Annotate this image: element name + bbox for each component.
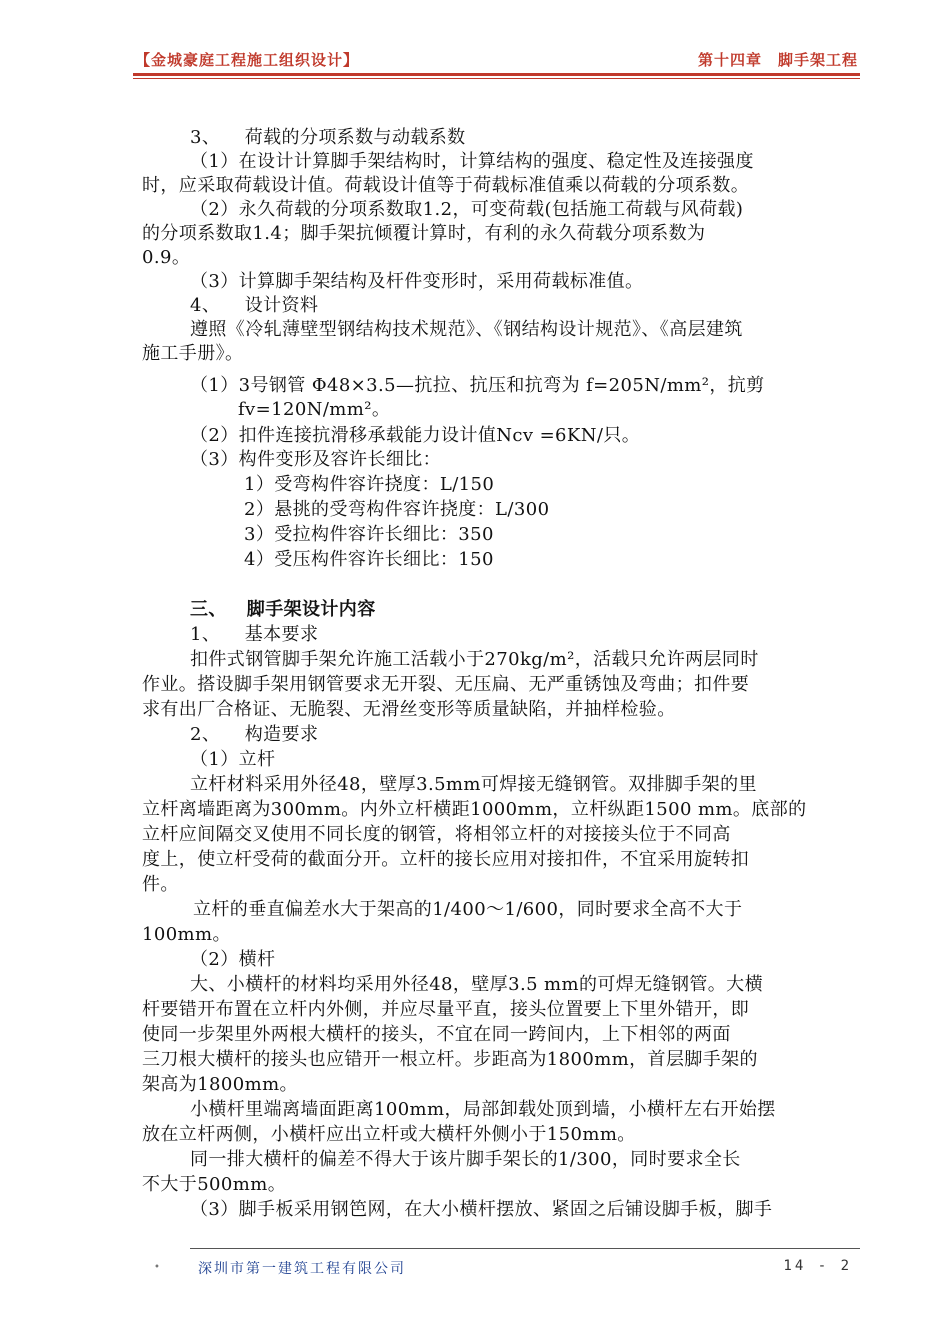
paragraph-line: （1）在设计计算脚手架结构时，计算结构的强度、稳定性及连接强度 [190, 151, 754, 172]
paragraph-line: 立杆离墙距离为300mm。内外立杆横距1000mm，立杆纵距1500 mm。底部的 [142, 799, 807, 820]
paragraph-line: 100mm。 [142, 924, 231, 945]
section-heading: 2、 构造要求 [190, 724, 319, 745]
paragraph-line: 同一排大横杆的偏差不得大于该片脚手架长的1/300，同时要求全长 [190, 1149, 741, 1170]
paragraph-line: （3）脚手板采用钢笆网，在大小横杆摆放、紧固之后铺设脚手板，脚手 [190, 1199, 773, 1220]
paragraph-line: 施工手册》。 [142, 343, 244, 364]
paragraph-line: 件。 [142, 874, 179, 895]
paragraph-line: （2）扣件连接抗滑移承载能力设计值Ncv =6KN/只。 [190, 425, 641, 446]
subsection-heading: （1）立杆 [190, 749, 276, 770]
paragraph-line: 小横杆里端离墙面距离100mm，局部卸载处顶到墙，小横杆左右开始摆 [190, 1099, 776, 1120]
header-title: 【金城豪庭工程施工组织设计】 [135, 51, 360, 69]
list-item: 2）悬挑的受弯构件容许挠度：L/300 [244, 499, 550, 520]
subsection-heading: （2）横杆 [190, 949, 276, 970]
paragraph-line: 立杆材料采用外径48，壁厚3.5mm可焊接无缝钢管。双排脚手架的里 [190, 774, 757, 795]
paragraph-line: fv=120N/mm²。 [238, 399, 391, 420]
paragraph-line: 大、小横杆的材料均采用外径48，壁厚3.5 mm的可焊无缝钢管。大横 [190, 974, 763, 995]
paragraph-line: 作业。搭设脚手架用钢管要求无开裂、无压扁、无严重锈蚀及弯曲；扣件要 [142, 674, 750, 695]
page-number: 14 - 2 [783, 1258, 852, 1274]
footer-divider [190, 1248, 860, 1249]
paragraph-line: 时，应采取荷载设计值。荷载设计值等于荷载标准值乘以荷载的分项系数。 [142, 175, 750, 196]
paragraph-line: 架高为1800mm。 [142, 1074, 298, 1095]
paragraph-line: 杆要错开布置在立杆内外侧，并应尽量平直，接头位置要上下里外错开，即 [142, 999, 750, 1020]
paragraph-line: 不大于500mm。 [142, 1174, 287, 1195]
section-heading: 3、 荷载的分项系数与动载系数 [190, 127, 466, 148]
paragraph-line: 的分项系数取1.4；脚手架抗倾覆计算时，有利的永久荷载分项系数为 [142, 223, 706, 244]
paragraph-line: （3）构件变形及容许长细比： [190, 449, 442, 470]
list-item: 1）受弯构件容许挠度：L/150 [244, 474, 495, 495]
paragraph-line: 三刀根大横杆的接头也应错开一根立杆。步距高为1800mm，首层脚手架的 [142, 1049, 758, 1070]
paragraph-line: （3）计算脚手架结构及杆件变形时，采用荷载标准值。 [190, 271, 644, 292]
list-item: 3）受拉构件容许长细比：350 [244, 524, 494, 545]
paragraph-line: 遵照《冷轧薄壁型钢结构技术规范》、《钢结构设计规范》、《高层建筑 [190, 319, 743, 340]
paragraph-line: 度上，使立杆受荷的截面分开。立杆的接长应用对接扣件，不宜采用旋转扣 [142, 849, 750, 870]
paragraph-line: 立杆应间隔交叉使用不同长度的钢管，将相邻立杆的对接接头位于不同高 [142, 824, 731, 845]
section-heading: 4、 设计资料 [190, 295, 319, 316]
header-chapter: 第十四章 脚手架工程 [697, 51, 858, 69]
section-heading: 1、 基本要求 [190, 624, 319, 645]
header-divider-thin [133, 78, 860, 79]
paragraph-line: （2）永久荷载的分项系数取1.2，可变荷载(包括施工荷载与风荷载) [190, 199, 744, 220]
footer-bullet: • [154, 1262, 160, 1273]
paragraph-line: （1）3号钢管 Φ48×3.5—抗拉、抗压和抗弯为 f=205N/mm²，抗剪 [190, 375, 765, 396]
header-divider [133, 73, 860, 76]
paragraph-line: 求有出厂合格证、无脆裂、无滑丝变形等质量缺陷，并抽样检验。 [142, 699, 676, 720]
chapter-heading: 三、 脚手架设计内容 [190, 599, 376, 620]
paragraph-line: 0.9。 [142, 247, 191, 268]
footer-company: 深圳市第一建筑工程有限公司 [198, 1261, 406, 1277]
list-item: 4）受压构件容许长细比：150 [244, 549, 494, 570]
paragraph-line: 使同一步架里外两根大横杆的接头，不宜在同一跨间内，上下相邻的两面 [142, 1024, 731, 1045]
paragraph-line: 立杆的垂直偏差水大于架高的1/400～1/600，同时要求全高不大于 [193, 899, 743, 920]
paragraph-line: 扣件式钢管脚手架允许施工活载小于270kg/m²，活载只允许两层同时 [190, 649, 759, 670]
paragraph-line: 放在立杆两侧，小横杆应出立杆或大横杆外侧小于150mm。 [142, 1124, 636, 1145]
